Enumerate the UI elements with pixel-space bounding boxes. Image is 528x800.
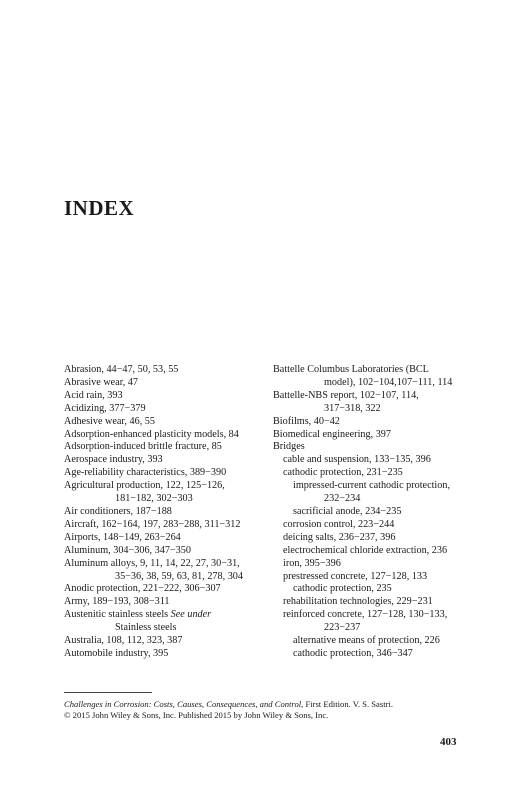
index-entry: [64, 648, 264, 661]
index-entry-text: cable and suspension, 133−135, 396: [283, 454, 431, 466]
index-entry: [64, 454, 264, 467]
index-entry-text: Anodic protection, 221−222, 306−307: [64, 583, 221, 595]
index-entry: [64, 467, 264, 480]
index-entry-continuation: Stainless steels: [115, 622, 177, 634]
index-entry-text: Biomedical engineering, 397: [273, 428, 391, 440]
index-entry-text: rehabilitation technologies, 229−231: [283, 596, 433, 608]
index-entry-continuation: 181−182, 302−303: [115, 493, 193, 505]
index-entry-text: Acid rain, 393: [64, 389, 123, 401]
index-entry: [64, 480, 264, 506]
index-entry: [273, 480, 473, 506]
copyright-line: © 2015 John Wiley & Sons, Inc. Published 2015 by John Wiley & Sons, Inc.: [64, 710, 329, 720]
index-entry: [64, 583, 264, 596]
index-entry-continuation: model), 102−104,107−111, 114: [324, 376, 453, 388]
index-entry-text: Aluminum, 304−306, 347−350: [64, 544, 191, 556]
index-entry: [273, 441, 473, 454]
index-entry-text: Australia, 108, 112, 323, 387: [64, 635, 183, 647]
index-heading: INDEX: [64, 196, 135, 220]
index-entry: [64, 416, 264, 429]
index-entry: [273, 609, 473, 635]
index-entry-text: iron, 395−396: [283, 557, 341, 569]
index-entry-text: Battelle Columbus Laboratories (BCL: [273, 364, 429, 375]
index-entry-text: alternative means of protection, 226: [293, 635, 440, 647]
index-entry-text: Battelle-NBS report, 102−107, 114,: [273, 389, 419, 401]
index-entry: [273, 467, 473, 480]
index-entry: [273, 416, 473, 429]
index-entry: [64, 596, 264, 609]
index-entry: [273, 648, 473, 661]
index-entry: [64, 532, 264, 545]
index-entry: [273, 519, 473, 532]
index-entry-continuation: 35−36, 38, 59, 63, 81, 278, 304: [115, 570, 243, 582]
index-entry-text: Airports, 148−149, 263−264: [64, 531, 181, 543]
index-entry: [273, 558, 473, 571]
index-entry-continuation: 232−234: [324, 493, 361, 505]
index-entry-text: Abrasive wear, 47: [64, 376, 138, 388]
index-entry-text: Air conditioners, 187−188: [64, 505, 172, 517]
index-entry-text: Age-reliability characteristics, 389−390: [64, 467, 227, 479]
index-entry: [64, 441, 264, 454]
index-entry: [273, 532, 473, 545]
index-entry-text: corrosion control, 223−244: [283, 518, 395, 530]
index-entry: [273, 545, 473, 558]
cross-reference: See under: [170, 609, 212, 621]
index-entry: [64, 403, 264, 416]
index-entry-text: Aircraft, 162−164, 197, 283−288, 311−312: [64, 518, 241, 530]
index-entry: [64, 545, 264, 558]
index-entry-text: impressed-current cathodic protection,: [293, 480, 450, 492]
index-entry-text: Aluminum alloys, 9, 11, 14, 22, 27, 30−31,: [64, 557, 240, 569]
footer-note: [64, 699, 474, 721]
index-entry: [273, 390, 473, 416]
index-entry-text: Austenitic stainless steels See under: [64, 609, 212, 621]
index-entry-text: Bridges: [273, 441, 305, 453]
index-entry: [64, 609, 264, 635]
index-entry-text: sacrificial anode, 234−235: [293, 505, 402, 517]
index-entry-text: cathodic protection, 235: [293, 583, 392, 595]
index-entry: [64, 635, 264, 648]
index-entry: [273, 571, 473, 584]
footer-rule: [64, 692, 152, 693]
index-entry: [64, 558, 264, 584]
index-entry-text: Adsorption-induced brittle fracture, 85: [64, 441, 222, 453]
index-entry-text: Automobile industry, 395: [64, 647, 169, 659]
index-entry: [273, 596, 473, 609]
index-entry: [273, 635, 473, 648]
index-entry-text: Agricultural production, 122, 125−126,: [64, 480, 225, 492]
index-entry-text: deicing salts, 236−237, 396: [283, 531, 396, 543]
index-entry-continuation: 317−318, 322: [324, 402, 381, 414]
index-entry-text: prestressed concrete, 127−128, 133: [283, 570, 428, 582]
index-entry: [64, 519, 264, 532]
index-entry: [64, 506, 264, 519]
index-entry: [273, 506, 473, 519]
index-entry-text: Acidizing, 377−379: [64, 402, 146, 414]
index-entry-text: Army, 189−193, 308−311: [64, 596, 170, 608]
index-entry-text: cathodic protection, 231−235: [283, 467, 403, 479]
index-column-right: [273, 364, 473, 661]
index-entry: [273, 583, 473, 596]
index-entry-text: reinforced concrete, 127−128, 130−133,: [283, 609, 448, 621]
index-entry-continuation: 223−237: [324, 622, 361, 634]
index-entry-text: electrochemical chloride extraction, 236: [283, 544, 448, 556]
edition-author: , First Edition. V. S. Sastri.: [301, 699, 393, 709]
index-entry-text: Adsorption-enhanced plasticity models, 84: [64, 428, 239, 440]
book-title: Challenges in Corrosion: Costs, Causes, Consequences, and Control: [64, 699, 302, 709]
index-entry: [273, 364, 473, 390]
footer-citation: [64, 699, 474, 710]
index-entry: [64, 364, 264, 377]
index-entry-text: Abrasion, 44−47, 50, 53, 55: [64, 364, 179, 375]
index-entry-text: Adhesive wear, 46, 55: [64, 415, 155, 427]
index-entry: [64, 390, 264, 403]
index-entry: [64, 377, 264, 390]
index-entry: [64, 429, 264, 442]
index-entry: [273, 429, 473, 442]
index-entry-text: Aerospace industry, 393: [64, 454, 163, 466]
index-entry-text: Biofilms, 40−42: [273, 415, 340, 427]
index-column-left: [64, 364, 264, 661]
page-number: 403: [440, 736, 457, 748]
index-entry: [273, 454, 473, 467]
index-entry-text: cathodic protection, 346−347: [293, 647, 413, 659]
